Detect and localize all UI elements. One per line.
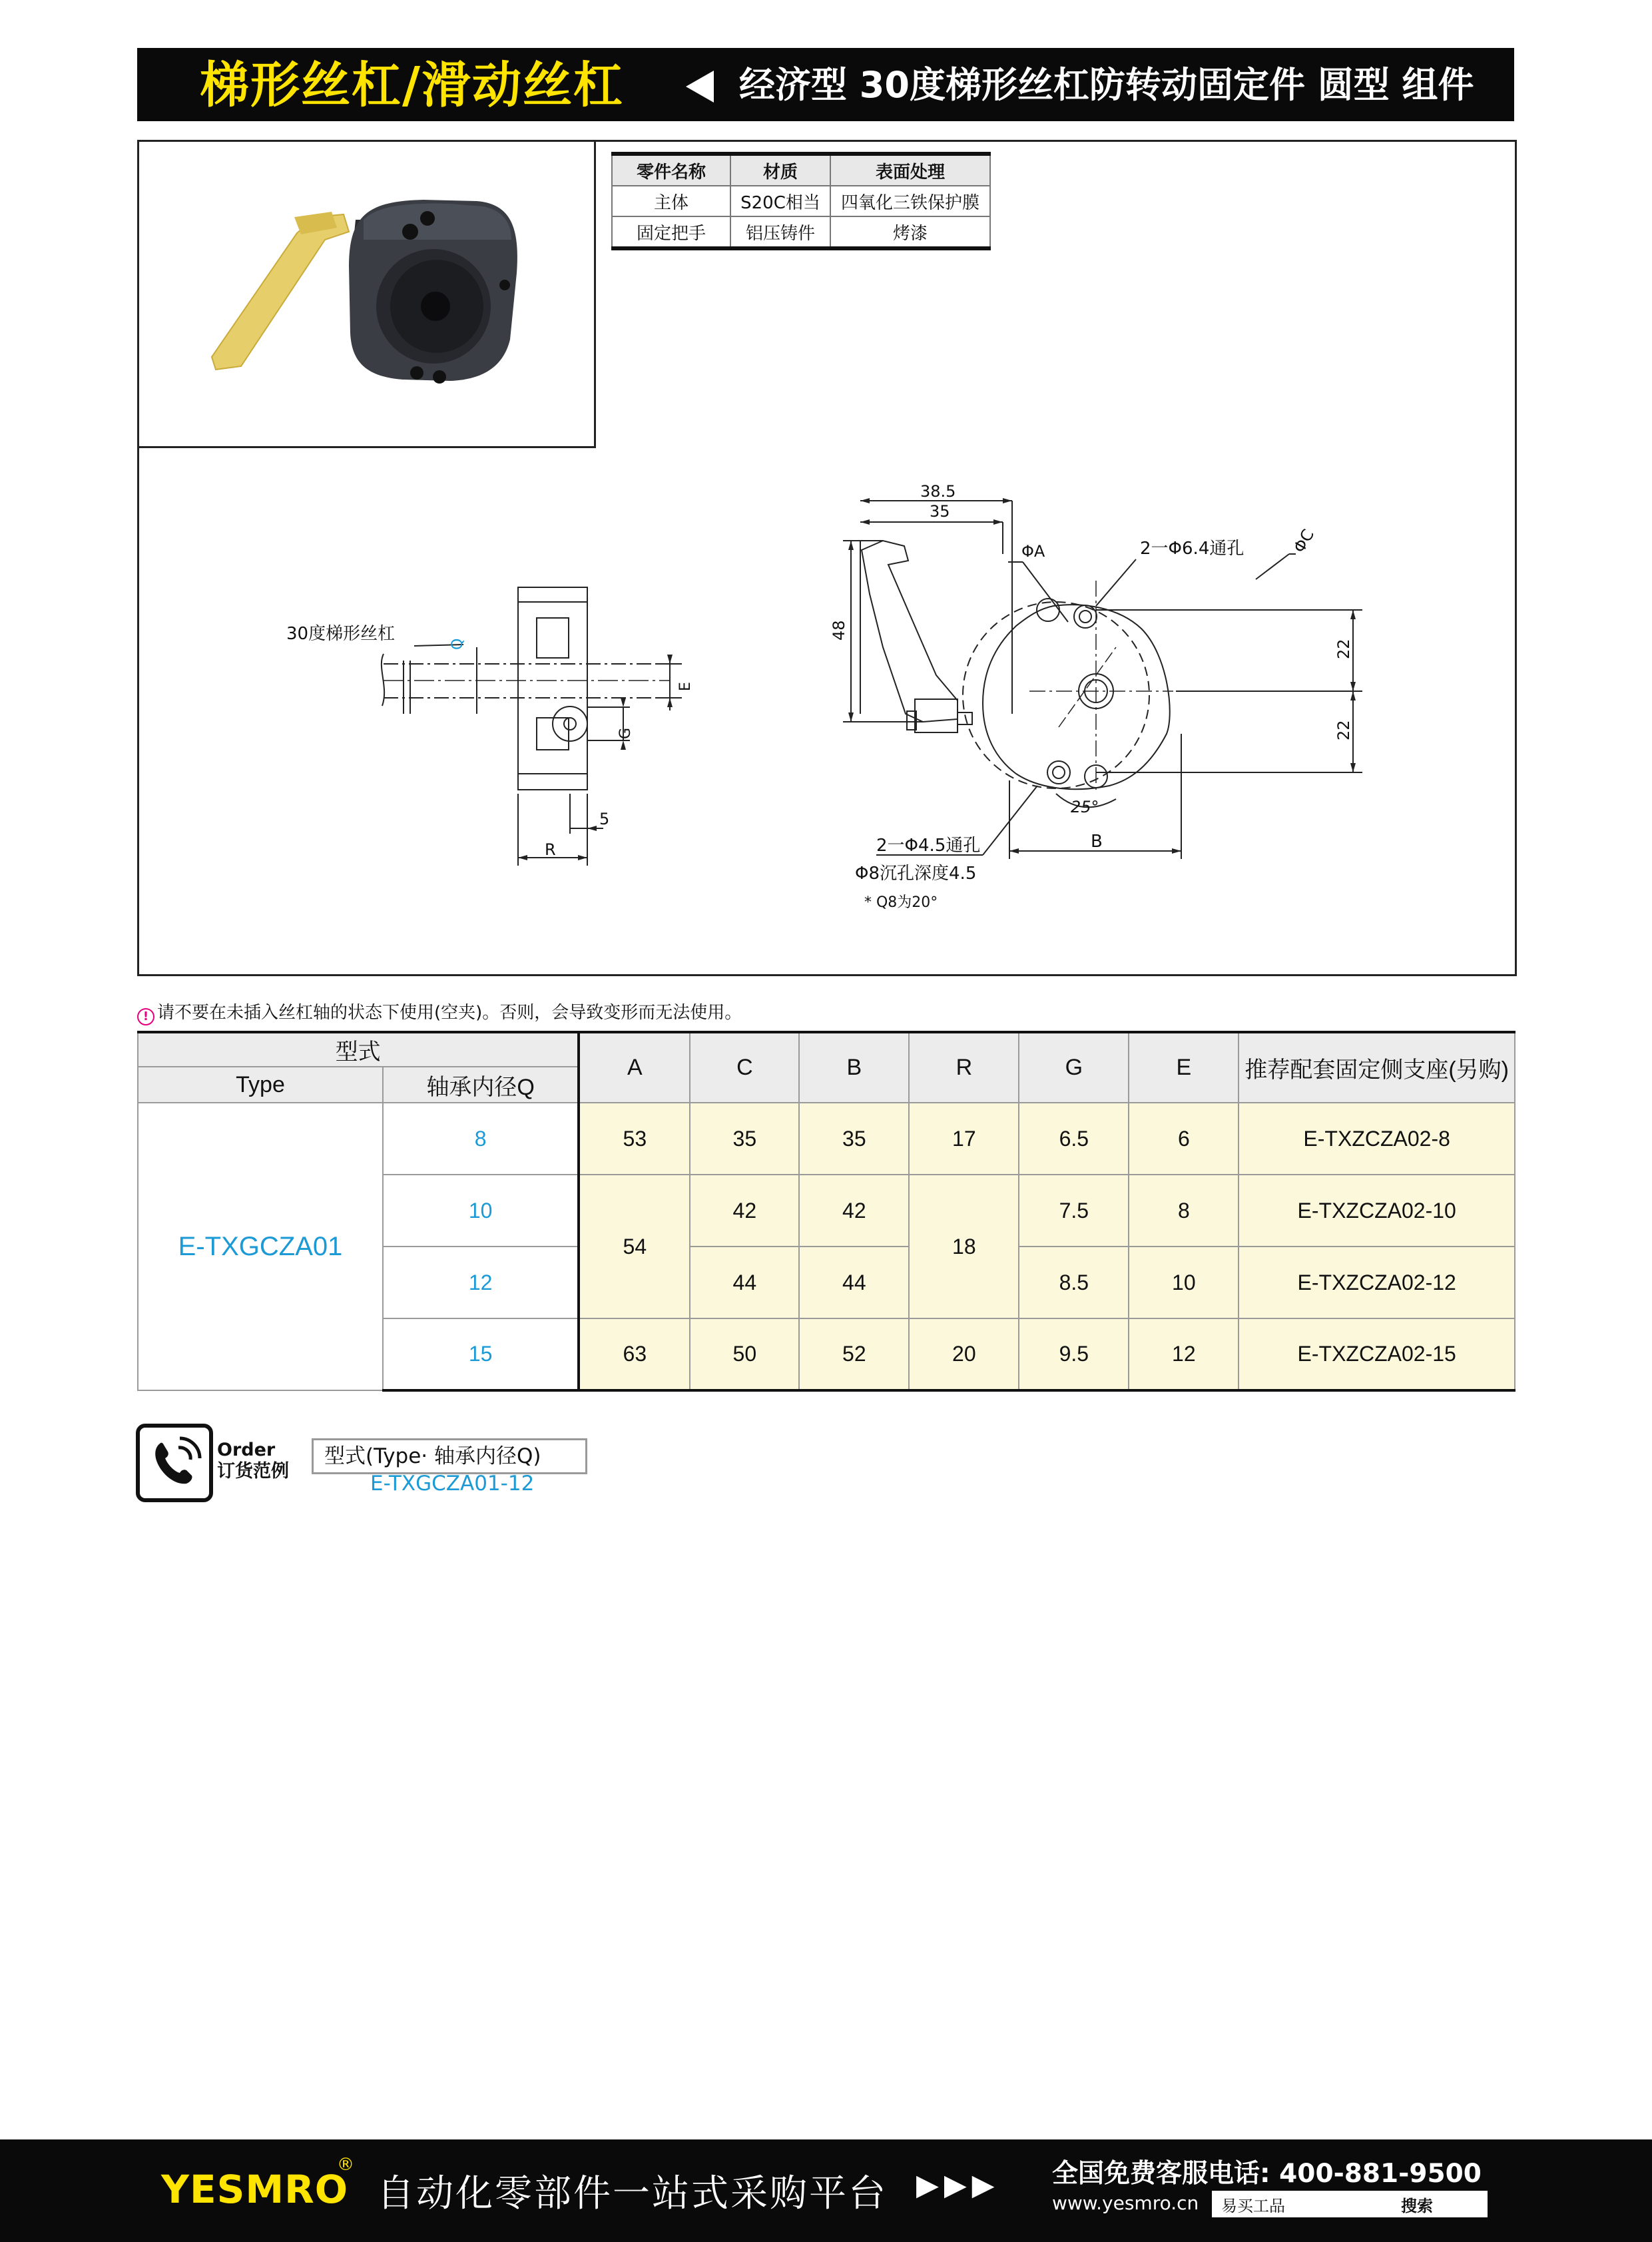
header-q: 轴承内径Q <box>383 1067 579 1103</box>
warning-icon: ! <box>137 1008 154 1025</box>
footer-logo: YESMRO <box>161 2167 349 2212</box>
label-counterbore: Φ8沉孔深度4.5 <box>855 864 977 884</box>
spec-table <box>137 1031 1515 1392</box>
header-a: A <box>579 1032 690 1103</box>
label-38-5: 38.5 <box>920 482 956 501</box>
r-cell: 20 <box>909 1318 1019 1390</box>
label-holes-4-5: 2一Φ4.5通孔 <box>876 836 981 856</box>
seat-cell: E-TXZCZA02-8 <box>1239 1103 1515 1175</box>
c-cell: 42 <box>690 1175 799 1247</box>
label-phi-c: ΦC <box>1289 526 1318 556</box>
e-cell: 6 <box>1129 1103 1239 1175</box>
mat-cell: 四氧化三铁保护膜 <box>830 186 990 216</box>
header-c: C <box>690 1032 799 1103</box>
mat-cell: 铝压铸件 <box>730 216 830 248</box>
label-b: B <box>1091 832 1103 852</box>
label-screw: 30度梯形丝杠 <box>286 624 396 644</box>
q-cell: 15 <box>383 1318 579 1390</box>
label-phi-a: ΦA <box>1021 542 1045 561</box>
left-arrow-icon <box>686 71 714 103</box>
g-cell: 9.5 <box>1019 1318 1129 1390</box>
order-label <box>217 1440 289 1482</box>
a-cell: 63 <box>579 1318 690 1390</box>
header-e: E <box>1129 1032 1239 1103</box>
material-table <box>611 152 991 250</box>
order-format: 型式(Type· 轴承内径Q) <box>312 1438 587 1474</box>
header-seat: 推荐配套固定侧支座(另购) <box>1239 1032 1515 1103</box>
mat-cell: 固定把手 <box>612 216 730 248</box>
warning-text: 请不要在未插入丝杠轴的状态下使用(空夹)。否则，会导致变形而无法使用。 <box>157 1003 742 1023</box>
label-g: G <box>617 727 634 739</box>
order-label-en: Order <box>217 1440 276 1460</box>
b-cell: 52 <box>799 1318 909 1390</box>
q-cell: 10 <box>383 1175 579 1247</box>
registered-mark: ® <box>337 2155 354 2175</box>
c-cell: 44 <box>690 1247 799 1318</box>
flange-outline <box>983 605 1170 789</box>
c-cell: 50 <box>690 1318 799 1390</box>
q-cell: 12 <box>383 1247 579 1318</box>
label-5: 5 <box>599 810 610 828</box>
label-22-top: 22 <box>1334 639 1353 659</box>
product-photo <box>137 140 594 446</box>
header-r: R <box>909 1032 1019 1103</box>
mat-cell: S20C相当 <box>730 186 830 216</box>
header-model: 型式 <box>138 1032 579 1067</box>
e-cell: 12 <box>1129 1318 1239 1390</box>
footer-search-text: 易买工品 <box>1221 2197 1285 2215</box>
r-cell: 17 <box>909 1103 1019 1175</box>
header-b: B <box>799 1032 909 1103</box>
b-cell: 35 <box>799 1103 909 1175</box>
type-cell: E-TXGCZA01 <box>138 1103 383 1390</box>
seat-cell: E-TXZCZA02-15 <box>1239 1318 1515 1390</box>
product-title: 经济型 30度梯形丝杠防转动固定件 圆型 组件 <box>739 64 1474 106</box>
label-e: E <box>677 682 694 691</box>
usage-warning <box>137 999 742 1025</box>
mat-header-finish: 表面处理 <box>830 154 990 186</box>
seat-cell: E-TXZCZA02-12 <box>1239 1247 1515 1318</box>
a-cell: 54 <box>579 1175 690 1318</box>
label-holes-6-4: 2一Φ6.4通孔 <box>1140 539 1244 559</box>
mat-cell: 主体 <box>612 186 730 216</box>
footer-url[interactable]: www.yesmro.cn <box>1052 2192 1199 2214</box>
mat-cell: 烤漆 <box>830 216 990 248</box>
a-cell: 53 <box>579 1103 690 1175</box>
product-photo-box <box>137 140 596 448</box>
q-cell: 8 <box>383 1103 579 1175</box>
play-arrows-icon: ▶▶▶ <box>916 2168 1000 2202</box>
footer-search-button[interactable]: 搜索 <box>1401 2197 1433 2215</box>
mat-header-material: 材质 <box>730 154 830 186</box>
label-48: 48 <box>830 620 848 641</box>
g-cell: 6.5 <box>1019 1103 1129 1175</box>
lever-outline <box>862 541 958 722</box>
header-type: Type <box>138 1067 383 1103</box>
e-cell: 10 <box>1129 1247 1239 1318</box>
technical-drawing <box>137 447 1513 971</box>
mat-header-part: 零件名称 <box>612 154 730 186</box>
seat-cell: E-TXZCZA02-10 <box>1239 1175 1515 1247</box>
g-cell: 8.5 <box>1019 1247 1129 1318</box>
phone-order-icon <box>136 1424 213 1502</box>
footer-slogan: 自动化零部件一站式采购平台 <box>377 2172 888 2215</box>
order-example: E-TXGCZA01-12 <box>370 1472 535 1496</box>
e-cell: 8 <box>1129 1175 1239 1247</box>
label-22-bottom: 22 <box>1334 720 1353 740</box>
label-q: Q <box>449 638 466 650</box>
header-g: G <box>1019 1032 1129 1103</box>
label-angle: 25° <box>1071 798 1099 816</box>
label-note: * Q8为20° <box>864 894 938 911</box>
label-r: R <box>545 840 556 859</box>
footer-hotline: 全国免费客服电话: 400-881-9500 <box>1052 2159 1482 2189</box>
r-cell: 18 <box>909 1175 1019 1318</box>
label-35: 35 <box>930 502 950 521</box>
g-cell: 7.5 <box>1019 1175 1129 1247</box>
c-cell: 35 <box>690 1103 799 1175</box>
category-title: 梯形丝杠/滑动丝杠 <box>200 57 625 114</box>
b-cell: 44 <box>799 1247 909 1318</box>
order-label-cn: 订货范例 <box>217 1461 289 1482</box>
b-cell: 42 <box>799 1175 909 1247</box>
